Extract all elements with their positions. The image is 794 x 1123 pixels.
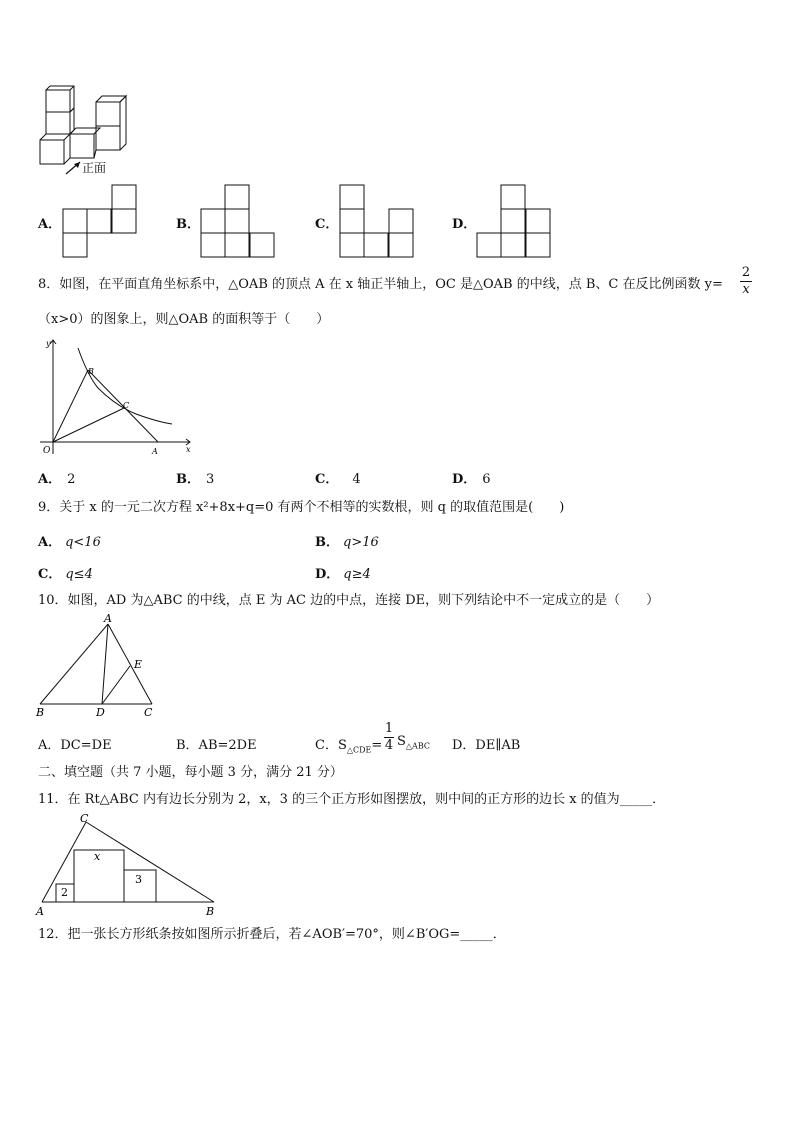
q7-option-d-figure <box>476 184 552 258</box>
q11-fig-b: B <box>206 905 215 918</box>
q10-option-d: D．DE∥AB <box>452 738 521 753</box>
q8-option-b: B． 3 <box>176 472 215 487</box>
q8-fig-y: y <box>46 339 51 348</box>
q10-option-c-fraction <box>384 722 394 753</box>
q11-fig-3: 3 <box>135 873 142 886</box>
q10-fig-c: C <box>144 706 153 719</box>
q10-frac-num: 1 <box>384 721 394 736</box>
q10-option-c-tail: $S_{\triangle ABC}$ <box>397 734 430 751</box>
q8-figure <box>36 336 196 458</box>
q11-fig-x: x <box>94 850 101 863</box>
q7-option-a-label: A． <box>38 217 62 232</box>
q8-fig-b: B <box>88 367 94 376</box>
q11-stem: 11．在 Rt△ABC 内有边长分别为 2，x，3 的三个正方形如图摆放，则中间的正方形的边长 x 的值为_____． <box>38 792 666 807</box>
q12-stem: 12．把一张长方形纸条按如图所示折叠后，若∠AOB′=70°，则∠B′OG=_____． <box>38 927 506 942</box>
q10-figure <box>34 612 158 720</box>
q7-option-d-label: D． <box>452 217 477 232</box>
q10-fig-b: B <box>36 706 45 719</box>
q9-option-b: B． q>16 <box>315 535 379 550</box>
q8-stem-line2: （x>0）的图象上，则△OAB 的面积等于（ ） <box>38 312 330 327</box>
q8-fig-x: x <box>186 445 191 454</box>
q7-option-b-figure <box>200 184 276 258</box>
q7-option-c-label: C． <box>315 217 339 232</box>
q8-stem-line1: 8．如图，在平面直角坐标系中，△OAB 的顶点 A 在 x 轴正半轴上，OC 是△OAB 的中线，点 B、C 在反比例函数 y= <box>38 277 723 292</box>
section-heading: 二、填空题（共 7 小题，每小题 3 分，满分 21 分） <box>38 765 343 780</box>
q7-option-c-figure <box>339 184 415 258</box>
q9-option-d: D． q≥4 <box>315 567 371 582</box>
q8-option-c: C． 4 <box>315 472 361 487</box>
q8-frac-num: 2 <box>741 265 751 280</box>
q8-fig-c: C <box>123 401 130 410</box>
q11-fig-c: C <box>80 812 89 825</box>
q10-stem: 10．如图，AD 为△ABC 的中线，点 E 为 AC 边的中点，连接 DE，则下列结论中不一定成立的是（ ） <box>38 593 660 608</box>
q7-option-a-figure <box>62 184 138 258</box>
q7-option-b-label: B． <box>176 217 200 232</box>
q8-frac-den: x <box>742 282 750 297</box>
q9-stem: 9．关于 x 的一元二次方程 x²+8x+q=0 有两个不相等的实数根，则 q 的取值范围是( ) <box>38 500 565 515</box>
q9-option-c: C． q≤4 <box>38 567 93 582</box>
q8-fig-a: A <box>152 447 158 456</box>
q10-fig-a: A <box>104 612 112 625</box>
q8-fraction <box>740 266 752 297</box>
q10-frac-den: 4 <box>384 738 394 753</box>
q10-fig-e: E <box>134 658 143 671</box>
q11-fig-a: A <box>36 905 44 918</box>
q10-fig-d: D <box>96 706 105 719</box>
q8-fig-o: O <box>43 446 51 456</box>
q8-option-a: A． 2 <box>38 472 76 487</box>
q10-option-c: C．$S_{\triangle CDE}=$ <box>315 738 383 755</box>
q10-option-a: A．DC=DE <box>38 738 112 753</box>
q9-option-a: A． q<16 <box>38 535 101 550</box>
q11-figure <box>34 812 220 920</box>
front-label: 正面 <box>82 161 107 175</box>
q10-option-b: B．AB=2DE <box>176 738 257 753</box>
q8-option-d: D． 6 <box>452 472 491 487</box>
q11-fig-2: 2 <box>61 886 68 899</box>
